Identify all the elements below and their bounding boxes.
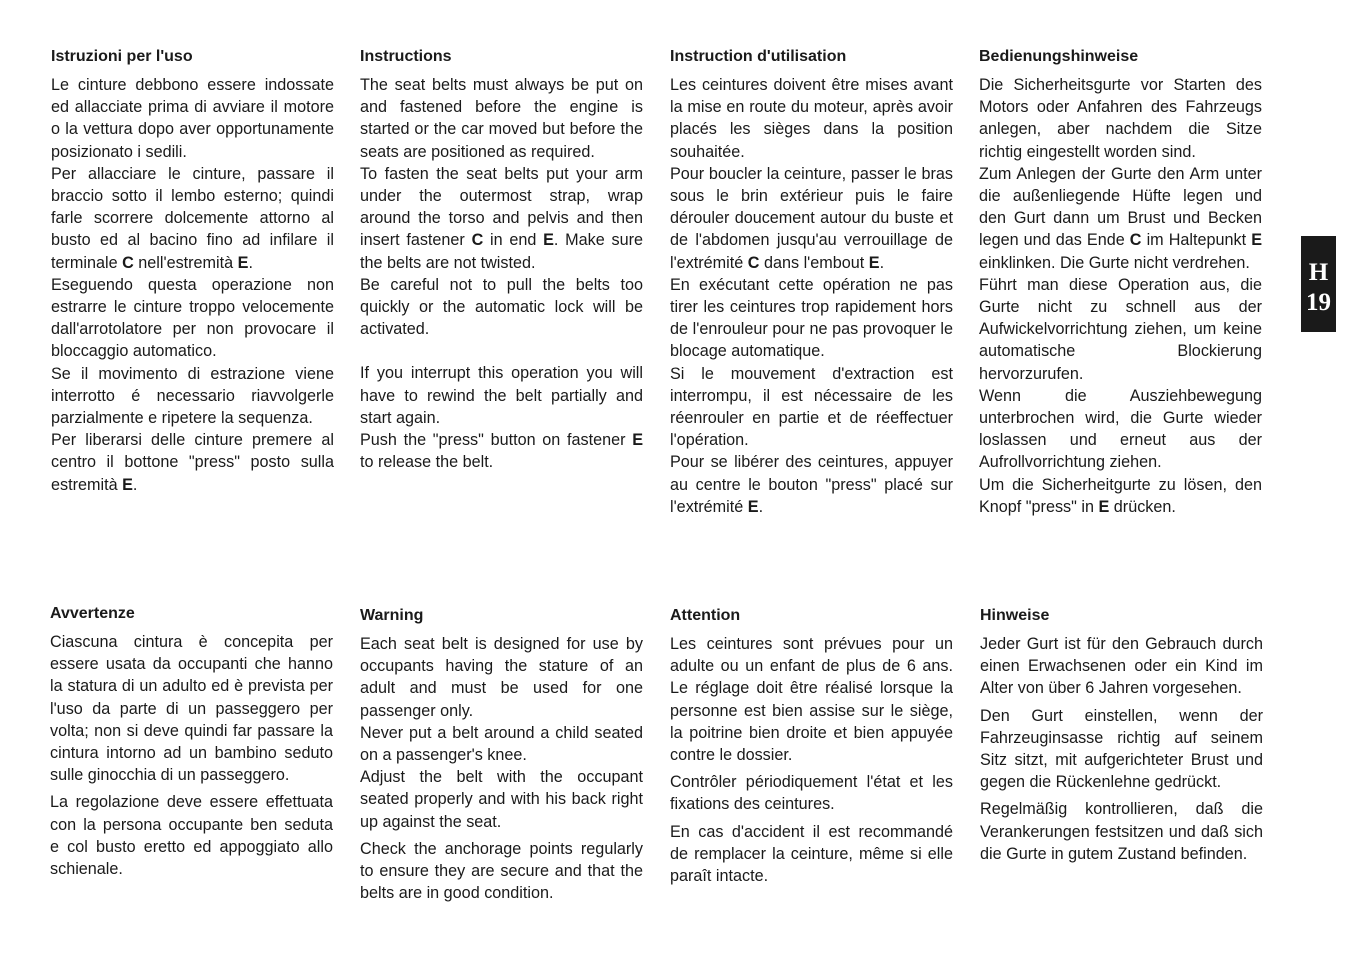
section-fr-instructions xyxy=(670,46,953,518)
section-de-warning xyxy=(980,605,1263,865)
section-heading: Hinweise xyxy=(980,607,1050,624)
section-heading: Warning xyxy=(360,607,424,624)
paragraph: If you interrupt this operation you will have to rewind the belt partially and start again. xyxy=(360,364,643,427)
section-heading: Istruzioni per l'uso xyxy=(51,48,193,65)
paragraph: To fasten the seat belts put your arm under the outermost strap, wrap around the torso and pelvis and then insert fastener C in end E. Make sure the belts are not twisted. xyxy=(360,164,643,272)
paragraph: Check the anchorage points regularly to ensure they are secure and that the belts are in good condition. xyxy=(360,839,643,903)
paragraph: Push the "press" button on fastener E to release the belt. xyxy=(360,431,643,472)
label-e: E xyxy=(632,431,643,450)
section-heading: Bedienungshinweise xyxy=(979,48,1139,65)
paragraph: Um die Sicherheitgurte zu lösen, den Knopf "press" in E drücken. xyxy=(979,475,1262,516)
paragraph: En exécutant cette opération ne pas tirer les ceintures trop rapidement hors de l'enrouleur pour ne pas provoquer le blocage automatique. xyxy=(670,275,953,361)
label-e: E xyxy=(868,253,880,272)
paragraph: Pour boucler la ceinture, passer le bras sous le brin extérieur puis le faire dérouler doucement autour du buste et de l'abdomen jusqu'au verrouillage de l'extrémité C dans l'embout E. xyxy=(670,164,953,272)
section-heading: Avvertenze xyxy=(50,605,135,622)
label-c: C xyxy=(122,253,134,272)
paragraph: Se il movimento di estrazione viene interrotto é necessario riavvolgerle parzialmente e ripetere la sequenza. xyxy=(51,364,334,428)
label-c: C xyxy=(747,253,760,272)
paragraph: Be careful not to pull the belts too quickly or the automatic lock will be activated. xyxy=(360,275,643,339)
section-heading: Attention xyxy=(670,607,741,624)
section-tab xyxy=(1301,236,1336,332)
section-de-instructions xyxy=(979,46,1262,518)
section-it-warning xyxy=(50,603,333,880)
tab-letter: H xyxy=(1308,259,1329,286)
paragraph: En cas d'accident il est recommandé de remplacer la ceinture, même si elle paraît intacte. xyxy=(670,822,953,886)
paragraph: Never put a belt around a child seated on a passenger's knee. xyxy=(360,723,643,765)
paragraph: Si le mouvement d'extraction est interrompu, il est nécessaire de les réenrouler en partie et de réeffectuer l'opération. xyxy=(670,364,953,450)
paragraph: Regelmäßig kontrollieren, daß die Verankerungen festsitzen und daß sich die Gurte in gutem Zustand befinden. xyxy=(980,800,1263,863)
section-en-warning xyxy=(360,605,643,904)
section-heading: Instruction d'utilisation xyxy=(670,48,847,65)
section-heading: Instructions xyxy=(360,48,452,65)
paragraph: Adjust the belt with the occupant seated properly and with his back right up against the seat. xyxy=(360,768,643,831)
paragraph: Contrôler périodiquement l'état et les fixations des ceintures. xyxy=(670,773,953,814)
paragraph: Per allacciare le cinture, passare il braccio sotto il lembo esterno; quindi farle scorrere dolcemente attorno al busto ed al bacino fino ad infilare il terminale C nell'estremità E. xyxy=(51,164,334,272)
label-e: E xyxy=(747,497,759,516)
paragraph: Führt man diese Operation aus, die Gurte nicht zu schnell aus der Aufwickelvorrichtung ziehen, um keine automatische Blockierung hervorzurufen. xyxy=(979,275,1262,383)
paragraph: Per liberarsi delle cinture premere al centro il bottone "press" posto sulla estremità E. xyxy=(51,431,334,494)
label-e: E xyxy=(122,475,133,494)
paragraph: La regolazione deve essere effettuata con la persona occupante ben seduta e col busto eretto ed appoggiato allo schienale. xyxy=(50,793,333,879)
paragraph: Ciascuna cintura è concepita per essere usata da occupanti che hanno la statura di un adulto ed è prevista per l'uso da parte di un passeggero per volta; non si deve quindi far passare la cintura intorno ad un bambino seduto sulle ginocchia di un passeggero. xyxy=(50,633,333,785)
paragraph: Jeder Gurt ist für den Gebrauch durch einen Erwachsenen oder ein Kind im Alter von über 6 Jahren vorgesehen. xyxy=(980,635,1263,698)
paragraph: Les ceintures doivent être mises avant la mise en route du moteur, après avoir placés les sièges dans la position souhaitée. xyxy=(670,76,953,161)
paragraph: Each seat belt is designed for use by occupants having the stature of an adult and must be used for one passenger only. xyxy=(360,635,643,720)
section-it-instructions xyxy=(51,46,334,496)
paragraph: The seat belts must always be put on and fastened before the engine is started or the car moved but before the seats are positioned as required. xyxy=(360,76,643,161)
page-number: 19 xyxy=(1306,289,1331,316)
label-c: C xyxy=(471,231,484,250)
label-e: E xyxy=(1251,231,1262,250)
section-fr-warning xyxy=(670,605,953,887)
paragraph: Pour se libérer des ceintures, appuyer au centre le bouton "press" placé sur l'extrémité E. xyxy=(670,453,953,516)
label-e: E xyxy=(1098,497,1110,516)
paragraph: Le cinture debbono essere indossate ed allacciate prima di avviare il motore o la vettura dopo aver opportunamente posizionato i sedili. xyxy=(51,76,334,161)
label-e: E xyxy=(543,231,554,250)
paragraph: Die Sicherheitsgurte vor Starten des Motors oder Anfahren des Fahrzeugs anlegen, aber nachdem die Sitze richtig eingestellt worden sind. xyxy=(979,76,1262,161)
paragraph: Den Gurt einstellen, wenn der Fahrzeuginsasse richtig auf seinem Sitz sitzt, mit aufgerichteter Brust und gegen die Rückenlehne gedrückt. xyxy=(980,706,1263,792)
section-en-instructions xyxy=(360,46,643,473)
paragraph: Wenn die Ausziehbewegung unterbrochen wird, die Gurte wieder loslassen und erneut aus der Aufrollvorrichtung ziehen. xyxy=(979,386,1262,472)
paragraph: Les ceintures sont prévues pour un adulte ou un enfant de plus de 6 ans. Le réglage doit être réalisé lorsque la personne est bien assise sur le siège, la poitrine bien droite et bien appuyée contre le dossier. xyxy=(670,635,953,765)
paragraph: Eseguendo questa operazione non estrarre le cinture troppo velocemente dall'arrotolatore per non provocare il bloccaggio automatico. xyxy=(51,275,334,361)
label-c: C xyxy=(1129,231,1142,250)
paragraph: Zum Anlegen der Gurte den Arm unter die außenliegende Hüfte legen und den Gurt dann um Brust und Becken legen und das Ende C im Haltepunkt E einklinken. Die Gurte nicht verdrehen. xyxy=(979,164,1262,272)
label-e: E xyxy=(237,253,249,272)
